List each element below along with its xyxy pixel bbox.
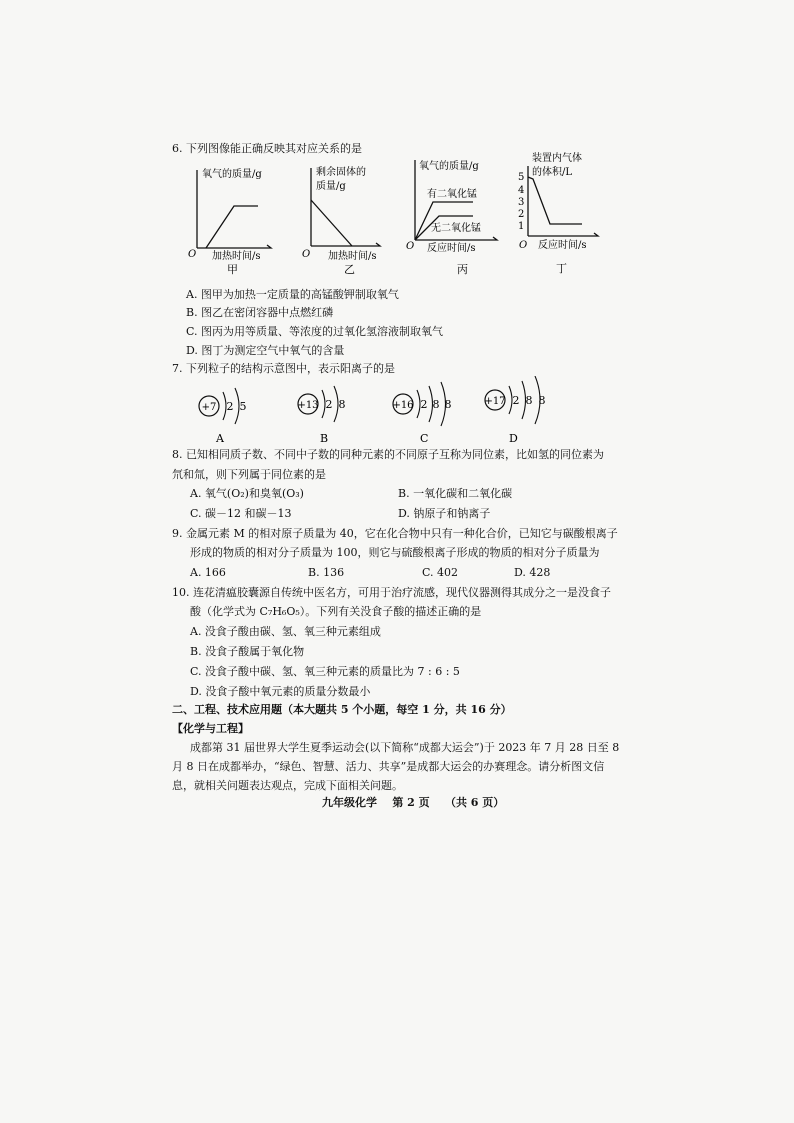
q8-stem-line-1: 8. 已知相同质子数、不同中子数的同种元素的不同原子互称为同位素，比如氢的同位素为 <box>172 448 604 461</box>
graph-yi-name: 乙 <box>344 263 355 276</box>
q8-option-b: B. 一氧化碳和二氧化碳 <box>398 487 513 500</box>
section-2-paragraph-line-3: 息，就相关问题表达观点，完成下面相关问题。 <box>172 779 403 792</box>
graph-bing <box>405 152 505 277</box>
atom-a-label: A <box>216 432 224 444</box>
graph-yi-ylabel-1: 剩余固体的 <box>316 167 366 178</box>
graph-yi-xlabel: 加热时间/s <box>328 251 377 262</box>
graph-ding-ytick-4: 4 <box>518 185 525 196</box>
q8-stem-line-2: 氘和氚，则下列属于同位素的是 <box>172 468 326 481</box>
section-2-paragraph-line-2: 月 8 日在成都举办，“绿色、智慧、活力、共享”是成都大运会的办赛理念。请分析图文信 <box>172 760 605 773</box>
atom-b-nucleus: +13 <box>297 400 319 411</box>
atom-c-electrons-3: 8 <box>444 398 452 411</box>
q9-stem-line-1: 9. 金属元素 M 的相对原子质量为 40，它在化合物中只有一种化合价，已知它与碳酸根离子 <box>172 527 618 540</box>
atom-a-electrons-2: 5 <box>239 400 247 413</box>
graph-jia-curve <box>206 206 258 248</box>
graph-ding <box>516 148 616 278</box>
q9-option-b: B. 136 <box>308 566 345 579</box>
q7-stem: 7. 下列粒子的结构示意图中，表示阳离子的是 <box>172 362 395 375</box>
q6-option-d: D. 图丁为测定空气中氧气的含量 <box>186 344 345 357</box>
q6-stem: 6. 下列图像能正确反映其对应关系的是 <box>172 142 362 155</box>
q10-option-a: A. 没食子酸由碳、氢、氧三种元素组成 <box>190 625 381 638</box>
section-2-subheading: 【化学与工程】 <box>172 722 249 735</box>
q9-option-c: C. 402 <box>422 566 459 579</box>
graph-ding-ylabel-1: 装置内气体 <box>532 153 582 164</box>
graph-bing-curve-label-2: 无二氧化锰 <box>431 223 481 234</box>
graph-jia-xlabel: 加热时间/s <box>212 251 261 262</box>
graph-ding-name: 丁 <box>556 262 567 275</box>
graph-jia <box>186 160 278 278</box>
graph-ding-origin: O <box>519 240 528 251</box>
q8-option-d: D. 钠原子和钠离子 <box>398 507 491 520</box>
atom-b-electrons-1: 2 <box>325 398 333 411</box>
atom-b <box>294 382 364 444</box>
q9-option-d: D. 428 <box>514 566 551 579</box>
q10-option-c: C. 没食子酸中碳、氢、氧三种元素的质量比为 7 : 6 : 5 <box>190 665 460 678</box>
graph-bing-curve-label-1: 有二氧化锰 <box>427 189 477 200</box>
graph-ding-ylabel-2: 的体积/L <box>532 167 573 178</box>
atom-c <box>390 380 470 444</box>
graph-yi <box>300 160 392 278</box>
graph-bing-name: 丙 <box>457 263 468 276</box>
atom-d-electrons-2: 8 <box>525 394 533 407</box>
atom-d-electrons-3: 8 <box>538 394 546 407</box>
atom-d <box>482 376 562 444</box>
graph-ding-ytick-5: 5 <box>518 172 525 183</box>
q10-stem-line-2: 酸（化学式为 C₇H₆O₅）。下列有关没食子酸的描述正确的是 <box>190 605 482 618</box>
graph-yi-origin: O <box>302 249 311 260</box>
atom-b-label: B <box>320 432 329 444</box>
graph-jia-ylabel: 氧气的质量/g <box>202 169 262 180</box>
atom-a-electrons-1: 2 <box>226 400 234 413</box>
q10-option-d: D. 没食子酸中氧元素的质量分数最小 <box>190 685 371 698</box>
section-2-paragraph-line-1: 成都第 31 届世界大学生夏季运动会(以下简称“成都大运会”)于 2023 年 7 月 28 日至 8 <box>190 741 620 754</box>
graph-bing-curve-with-catalyst <box>415 202 473 240</box>
atom-c-label: C <box>420 432 429 444</box>
q9-option-a: A. 166 <box>190 566 226 579</box>
q6-option-c: C. 图丙为用等质量、等浓度的过氧化氢溶液制取氧气 <box>186 325 444 338</box>
atom-b-shell-2 <box>334 386 338 422</box>
page-footer: 九年级化学 第 2 页 （共 6 页） <box>322 796 505 809</box>
atom-c-electrons-2: 8 <box>432 398 440 411</box>
graph-bing-origin: O <box>406 241 415 252</box>
graph-ding-ytick-1: 1 <box>518 221 525 232</box>
q8-option-c: C. 碳－12 和碳－13 <box>190 507 292 520</box>
graph-bing-x-axis <box>415 237 497 240</box>
graph-ding-x-axis <box>528 233 598 236</box>
q10-stem-line-1: 10. 连花清瘟胶囊源自传统中医名方，可用于治疗流感，现代仪器测得其成分之一是没食子 <box>172 586 611 599</box>
q9-stem-line-2: 形成的物质的相对分子质量为 100，则它与硫酸根离子形成的物质的相对分子质量为 <box>190 546 600 559</box>
graph-bing-xlabel: 反应时间/s <box>427 243 476 254</box>
graph-ding-ytick-3: 3 <box>518 197 525 208</box>
q6-option-a: A. 图甲为加热一定质量的高锰酸钾制取氧气 <box>186 288 399 301</box>
graph-ding-curve <box>528 177 582 224</box>
graph-bing-ylabel: 氧气的质量/g <box>419 161 479 172</box>
graph-jia-name: 甲 <box>227 263 238 276</box>
atom-a <box>194 382 264 444</box>
graph-ding-xlabel: 反应时间/s <box>538 240 587 251</box>
atom-c-electrons-1: 2 <box>420 398 428 411</box>
atom-b-electrons-2: 8 <box>338 398 346 411</box>
atom-c-nucleus: +16 <box>392 400 414 411</box>
q10-option-b: B. 没食子酸属于氧化物 <box>190 645 305 658</box>
graph-yi-ylabel-2: 质量/g <box>316 181 346 192</box>
atom-a-shell-2 <box>235 388 239 424</box>
atom-d-label: D <box>509 432 518 444</box>
graph-yi-x-axis <box>311 243 380 246</box>
graph-ding-ytick-2: 2 <box>518 209 525 220</box>
section-2-heading: 二、工程、技术应用题（本大题共 5 个小题，每空 1 分，共 16 分） <box>172 703 512 716</box>
atom-a-nucleus: +7 <box>201 402 217 413</box>
q8-option-a: A. 氧气(O₂)和臭氧(O₃) <box>190 487 304 500</box>
graph-jia-origin: O <box>188 249 197 260</box>
graph-yi-curve <box>311 200 352 246</box>
q6-option-b: B. 图乙在密闭容器中点燃红磷 <box>186 306 334 319</box>
atom-d-electrons-1: 2 <box>512 394 520 407</box>
atom-d-nucleus: +17 <box>484 396 506 407</box>
